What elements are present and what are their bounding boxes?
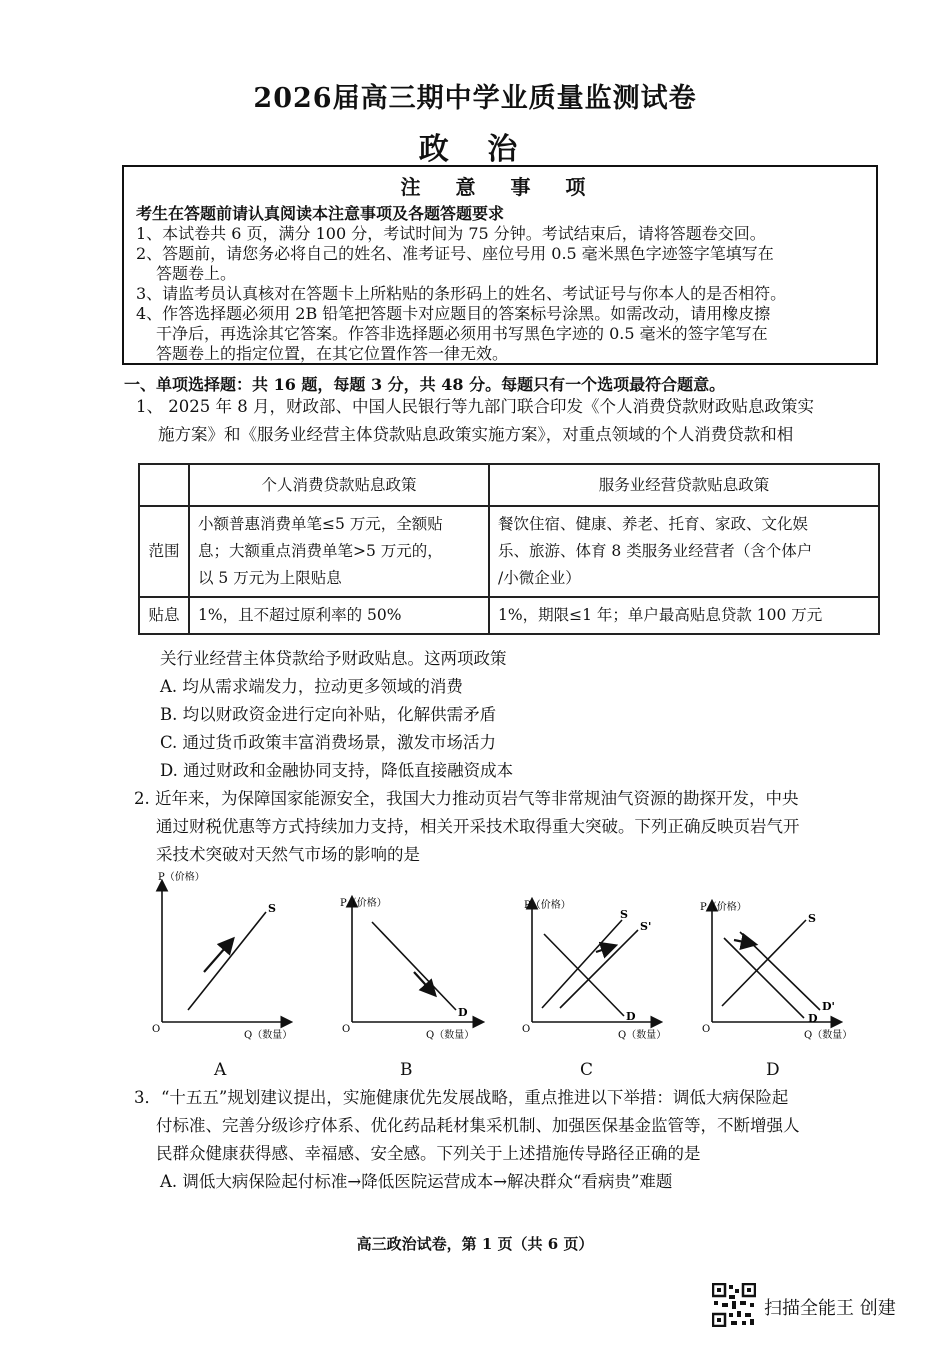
notice-item-4-cont1: 干净后，再选涂其它答案。作答非选择题必须用书写黑色字迹的 0.5 毫米的签字笔写在 (156, 324, 768, 343)
chart-a-label-s: S (268, 902, 276, 915)
cell-line: 小额普惠消费单笔≤5 万元，全额贴 (198, 515, 443, 533)
cell-line: 息；大额重点消费单笔>5 万元的， (198, 542, 443, 560)
q1-option-c: C. 通过货币政策丰富消费场景，激发市场活力 (160, 733, 497, 752)
table-header-personal: 个人消费贷款贴息政策 (189, 464, 489, 506)
table-cell-scope-service (489, 506, 879, 597)
chart-a-arrow (204, 940, 232, 972)
supply-demand-charts (140, 870, 860, 1040)
table-corner (139, 464, 189, 506)
q1-option-a: A. 均从需求端发力，拉动更多领域的消费 (160, 677, 463, 696)
q3-line-1: 3．“十五五”规划建议提出，实施健康优先发展战略，重点推进以下举措：调低大病保险起 (134, 1088, 789, 1107)
chart-c-label-s-prime: S' (640, 920, 652, 933)
chart-c-curve-s-prime (560, 930, 638, 1008)
chart-d-curve-s (722, 920, 806, 1006)
chart-c (522, 898, 666, 1040)
section-heading: 一、单项选择题：共 16 题，每题 3 分，共 48 分。每题只有一个选项最符合题意。 (124, 375, 726, 394)
cell-line: 以 5 万元为上限贴息 (198, 569, 342, 587)
table-cell-subsidy-personal: 1%，且不超过原利率的 50% (189, 597, 489, 634)
q2-line-3: 采技术突破对天然气市场的影响的是 (156, 845, 420, 864)
q1-line-1: 1、 2025 年 8 月，财政部、中国人民银行等九部门联合印发《个人消费贷款财政贴息政策实 (136, 397, 814, 416)
chart-d-origin: O (702, 1024, 711, 1035)
notice-box (122, 165, 878, 365)
notice-item-2: 2、答题前，请您务必将自己的姓名、准考证号、座位号用 0.5 毫米黑色字迹签字笔填写在 (136, 244, 774, 263)
chart-c-curve-s (542, 920, 622, 1008)
notice-item-2-cont: 答题卷上。 (156, 264, 237, 283)
notice-item-1: 1、本试卷共 6 页，满分 100 分，考试时间为 75 分钟。考试结束后，请将答题卷交回。 (136, 224, 766, 243)
chart-b (340, 896, 482, 1040)
chart-b-curve-d (372, 922, 456, 1010)
q2-line-1: 2. 近年来，为保障国家能源安全，我国大力推动页岩气等非常规油气资源的勘探开发，中央 (134, 789, 799, 808)
chart-c-caption: C (580, 1060, 594, 1080)
q3-line-2: 付标准、完善分级诊疗体系、优化药品耗材集采机制、加强医保基金监管等，不断增强人 (156, 1116, 800, 1135)
chart-b-ylabel: P（价格） (340, 898, 387, 909)
notice-item-4-cont2: 答题卷上的指定位置，在其它位置作答一律无效。 (156, 344, 509, 363)
notice-item-4: 4、作答选择题必须用 2B 铅笔把答题卡对应题目的答案标号涂黑。如需改动，请用橡皮擦 (136, 304, 771, 323)
chart-d-curve-d (724, 938, 804, 1018)
chart-c-label-d: D (626, 1010, 636, 1023)
table-cell-scope-personal (189, 506, 489, 597)
chart-c-ylabel: P（价格） (524, 900, 571, 911)
cell-line: /小微企业） (498, 569, 581, 587)
q3-option-a: A. 调低大病保险起付标准→降低医院运营成本→解决群众“看病贵”难题 (160, 1172, 673, 1191)
row-label-subsidy: 贴息 (139, 597, 189, 634)
notice-heading: 注 意 事 项 (400, 175, 600, 199)
chart-a-ylabel: P（价格） (158, 872, 205, 883)
page-footer: 高三政治试卷，第 1 页（共 6 页） (356, 1235, 594, 1253)
q1-line-3: 关行业经营主体贷款给予财政贴息。这两项政策 (160, 649, 507, 668)
chart-d-label-s: S (808, 912, 816, 925)
q1-option-b: B. 均以财政资金进行定向补贴，化解供需矛盾 (160, 705, 497, 724)
q1-option-d: D. 通过财政和金融协同支持，降低直接融资成本 (160, 761, 514, 780)
scanner-watermark: 扫描全能王 创建 (764, 1298, 896, 1319)
chart-c-xlabel: Q（数量） (618, 1030, 667, 1040)
chart-b-origin: O (342, 1024, 351, 1035)
chart-d-ylabel: P（价格） (700, 902, 747, 913)
q2-line-2: 通过财税优惠等方式持续加力支持，相关开采技术取得重大突破。下列正确反映页岩气开 (156, 817, 800, 836)
table-cell-subsidy-service: 1%，期限≤1 年；单户最高贴息贷款 100 万元 (489, 597, 879, 634)
chart-b-caption: B (400, 1060, 413, 1080)
chart-d-label-d: D (808, 1012, 818, 1025)
chart-c-arrow (596, 946, 614, 952)
qr-code-icon (712, 1283, 756, 1327)
chart-a (152, 870, 292, 1040)
notice-intro: 考生在答题前请认真阅读本注意事项及各题答题要求 (136, 204, 505, 223)
chart-a-origin: O (152, 1024, 161, 1035)
policy-table (138, 463, 880, 635)
row-label-scope: 范围 (139, 506, 189, 597)
chart-d-caption: D (766, 1060, 780, 1080)
cell-line: 餐饮住宿、健康、养老、托育、家政、文化娱 (498, 515, 809, 533)
exam-title: 2026届高三期中学业质量监测试卷 (253, 83, 697, 114)
notice-item-3: 3、请监考员认真核对在答题卡上所粘贴的条形码上的姓名、考试证号与你本人的是否相符。 (136, 284, 787, 303)
chart-a-curve-s (188, 912, 266, 1010)
chart-c-origin: O (522, 1024, 531, 1035)
table-header-service: 服务业经营贷款贴息政策 (489, 464, 879, 506)
chart-a-caption: A (214, 1060, 227, 1080)
cell-line: 乐、旅游、体育 8 类服务业经营者（含个体户 (498, 542, 813, 560)
chart-d-label-d-prime: D' (822, 1000, 835, 1013)
chart-b-xlabel: Q（数量） (426, 1030, 475, 1040)
q1-line-2: 施方案》和《服务业经营主体贷款贴息政策实施方案》，对重点领域的个人消费贷款和相 (158, 425, 794, 444)
chart-c-label-s: S (620, 908, 628, 921)
chart-d-xlabel: Q（数量） (804, 1030, 853, 1040)
exam-subject: 政 治 (418, 132, 532, 167)
chart-a-xlabel: Q（数量） (244, 1030, 293, 1040)
chart-d (700, 900, 852, 1040)
q3-line-3: 民群众健康获得感、幸福感、安全感。下列关于上述措施传导路径正确的是 (156, 1144, 701, 1163)
chart-b-label-d: D (458, 1006, 468, 1019)
